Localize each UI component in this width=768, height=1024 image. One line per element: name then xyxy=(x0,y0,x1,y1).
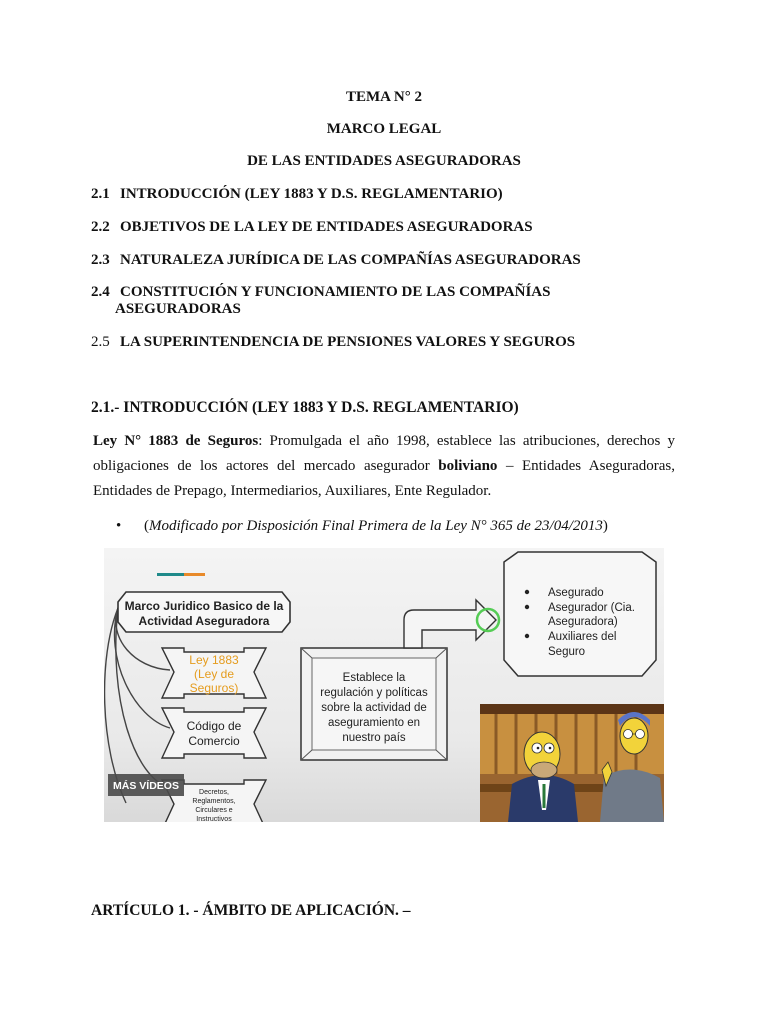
cartoon-inset xyxy=(480,704,664,822)
accent-bar-teal xyxy=(157,573,184,576)
marco-label-1: Marco Juridico Basico de la xyxy=(124,599,284,613)
establece-label-4: aseguramiento en xyxy=(327,717,421,729)
toc-number: 2.3 xyxy=(91,252,110,268)
bullet-paren-close: ) xyxy=(602,518,608,534)
codigo-label-1: Código de xyxy=(186,719,242,733)
codigo-label-2: Comercio xyxy=(188,734,240,748)
section-heading: 2.1.- INTRODUCCIÓN (LEY 1883 Y D.S. REGLAMENTARIO) xyxy=(91,399,519,416)
toc-number: 2.2 xyxy=(91,219,110,235)
decretos-label-4: Instructivos xyxy=(196,816,232,822)
toc-text-continued: ASEGURADORAS xyxy=(115,301,241,317)
bullet-note xyxy=(116,518,608,535)
toc-item xyxy=(91,186,503,203)
codigo-ribbon xyxy=(162,708,266,758)
accent-bar-orange xyxy=(184,573,205,576)
establece-label-5: nuestro país xyxy=(342,732,406,744)
toc-number: 2.5 xyxy=(91,334,110,350)
ley-label-3: Seguros) xyxy=(189,681,239,695)
toc-text: LA SUPERINTENDENCIA DE PENSIONES VALORES Y SEGUROS xyxy=(120,334,576,350)
decretos-label-3: Circulares e xyxy=(195,807,233,814)
doc-subtitle-2: DE LAS ENTIDADES ASEGURADORAS xyxy=(247,153,521,169)
toc-number: 2.1 xyxy=(91,186,110,202)
toc-item xyxy=(91,334,575,351)
marco-label-2: Actividad Aseguradora xyxy=(138,614,270,628)
law-name: Ley N° 1883 de Seguros xyxy=(93,433,259,449)
toc-number: 2.4 xyxy=(91,284,110,300)
arrow-right-icon xyxy=(404,600,496,648)
doc-subtitle: MARCO LEGAL xyxy=(326,121,442,137)
paragraph-tail: – Entidades Aseguradoras, Entidades de Prepago, Intermediarios, Auxiliares, Ente Regulador. xyxy=(93,458,675,499)
toc-text: OBJETIVOS DE LA LEY DE ENTIDADES ASEGURADORAS xyxy=(120,219,533,235)
toc-text: NATURALEZA JURÍDICA DE LAS COMPAÑÍAS ASEGURADORAS xyxy=(120,252,581,268)
bold-term: boliviano xyxy=(438,458,498,474)
doc-title: TEMA N° 2 xyxy=(345,89,422,105)
diagram-svg xyxy=(104,548,664,822)
video-figure[interactable] xyxy=(104,548,664,822)
paragraph-body: : Promulgada el año 1998, establece las atribuciones, derechos y obligaciones de los actores del mercado asegurador xyxy=(93,433,675,474)
toc-item xyxy=(91,219,533,236)
actor-item: Asegurado xyxy=(548,587,604,599)
toc-item xyxy=(91,252,581,269)
actor-item-continued: Seguro xyxy=(548,646,586,658)
toc-text: INTRODUCCIÓN (LEY 1883 Y D.S. REGLAMENTARIO) xyxy=(120,186,503,202)
bullet-text: Modificado por Disposición Final Primera de la Ley N° 365 de 23/04/2013 xyxy=(149,518,603,534)
toc-item xyxy=(91,284,550,318)
establece-label-2: regulación y políticas xyxy=(320,687,428,699)
toc-text: CONSTITUCIÓN Y FUNCIONAMIENTO DE LAS COMPAÑÍAS xyxy=(120,284,551,300)
decretos-label-1: Decretos, xyxy=(199,789,229,796)
article-heading: ARTÍCULO 1. - ÁMBITO DE APLICACIÓN. – xyxy=(91,902,411,919)
mas-videos-label: MÁS VÍDEOS xyxy=(113,780,179,792)
establece-label-3: sobre la actividad de xyxy=(321,702,427,714)
actor-item: Auxiliares del xyxy=(548,631,617,643)
ley-label-2: (Ley de xyxy=(193,667,235,681)
bullet-paren-open: ( xyxy=(144,518,149,534)
establece-label-1: Establece la xyxy=(342,672,406,684)
actor-item: Asegurador (Cia. xyxy=(548,602,635,614)
decretos-label-2: Reglamentos, xyxy=(192,798,236,805)
actor-item-continued: Aseguradora) xyxy=(548,616,618,628)
bullet-icon: • xyxy=(116,518,122,534)
ley-label-1: Ley 1883 xyxy=(189,653,239,667)
intro-paragraph xyxy=(93,429,675,504)
